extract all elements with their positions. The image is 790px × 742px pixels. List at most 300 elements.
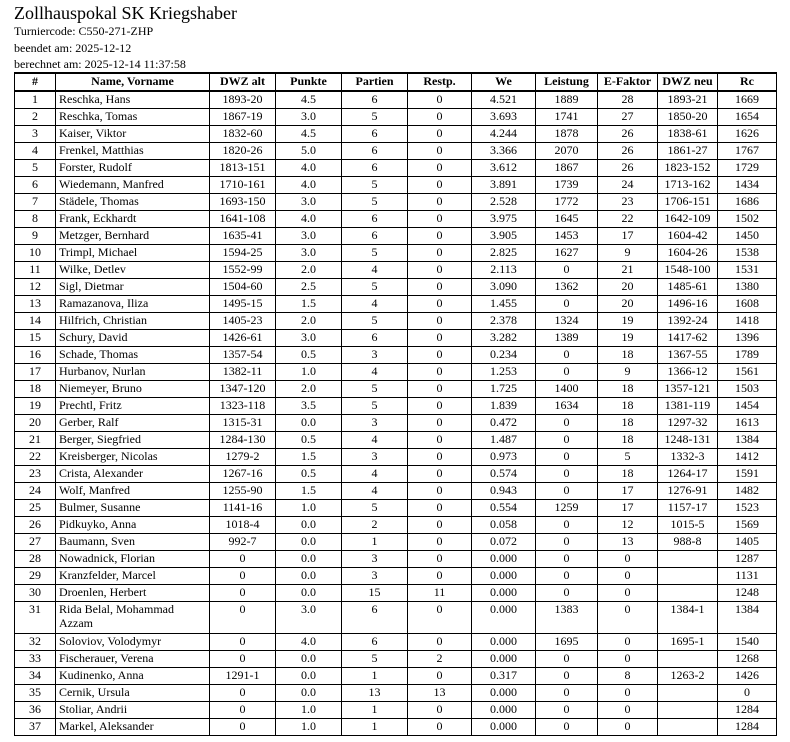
remaining-points-cell: 0 [408,517,472,534]
remaining-points-cell: 0 [408,126,472,143]
rank-cell: 35 [15,685,56,702]
we-cell: 3.366 [472,143,536,160]
page-title: Zollhauspokal SK Kriegshaber [14,3,237,23]
performance-cell: 1453 [536,228,598,245]
games-cell: 6 [342,330,408,347]
rank-cell: 26 [15,517,56,534]
remaining-points-cell: 0 [408,347,472,364]
dwz-old-cell: 1141-16 [210,500,276,517]
points-cell: 2.0 [276,313,342,330]
we-cell: 3.891 [472,177,536,194]
performance-cell: 0 [536,719,598,736]
points-cell: 4.0 [276,634,342,651]
rank-cell: 21 [15,432,56,449]
points-cell: 5.0 [276,143,342,160]
dwz-old-cell: 1357-54 [210,347,276,364]
name-cell: Hilfrich, Christian [56,313,210,330]
dwz-old-cell: 0 [210,551,276,568]
table-row [15,568,777,585]
performance-cell: 1889 [536,91,598,109]
remaining-points-cell: 0 [408,245,472,262]
rank-cell: 18 [15,381,56,398]
table-row [15,381,777,398]
rank-cell: 30 [15,585,56,602]
points-cell: 1.0 [276,719,342,736]
games-cell: 3 [342,568,408,585]
remaining-points-cell: 0 [408,109,472,126]
dwz-old-cell: 1594-25 [210,245,276,262]
table-row [15,177,777,194]
e-factor-cell: 5 [598,449,658,466]
table-row [15,719,777,736]
table-row [15,432,777,449]
games-cell: 6 [342,228,408,245]
dwz-old-cell: 1504-60 [210,279,276,296]
header-games: Partien [342,73,408,91]
table-row [15,109,777,126]
rank-cell: 17 [15,364,56,381]
name-cell: Gerber, Ralf [56,415,210,432]
games-cell: 5 [342,177,408,194]
games-cell: 1 [342,719,408,736]
rc-cell: 1669 [718,91,777,109]
name-cell: Frank, Eckhardt [56,211,210,228]
performance-cell: 1739 [536,177,598,194]
we-cell: 1.253 [472,364,536,381]
we-cell: 0.000 [472,702,536,719]
dwz-old-cell: 0 [210,568,276,585]
e-factor-cell: 18 [598,466,658,483]
performance-cell: 1695 [536,634,598,651]
rank-cell: 22 [15,449,56,466]
dwz-old-cell: 1893-20 [210,91,276,109]
dwz-old-cell: 1279-2 [210,449,276,466]
dwz-old-cell: 0 [210,602,276,634]
e-factor-cell: 21 [598,262,658,279]
points-cell: 4.5 [276,126,342,143]
games-cell: 6 [342,211,408,228]
dwz-new-cell: 1893-21 [658,91,718,109]
rank-cell: 33 [15,651,56,668]
points-cell: 4.0 [276,211,342,228]
dwz-new-cell: 1367-55 [658,347,718,364]
e-factor-cell: 27 [598,109,658,126]
dwz-old-cell: 1267-16 [210,466,276,483]
e-factor-cell: 24 [598,177,658,194]
e-factor-cell: 17 [598,228,658,245]
we-cell: 0.000 [472,585,536,602]
points-cell: 3.5 [276,398,342,415]
e-factor-cell: 0 [598,602,658,634]
remaining-points-cell: 0 [408,143,472,160]
dwz-new-cell [658,719,718,736]
name-cell: Rida Belal, Mohammad Azzam [56,602,210,634]
table-row [15,347,777,364]
rank-cell: 32 [15,634,56,651]
e-factor-cell: 18 [598,347,658,364]
table-row [15,279,777,296]
rc-cell: 1608 [718,296,777,313]
rc-cell: 1540 [718,634,777,651]
performance-cell: 1400 [536,381,598,398]
table-row [15,685,777,702]
performance-cell: 1362 [536,279,598,296]
remaining-points-cell: 0 [408,483,472,500]
games-cell: 6 [342,602,408,634]
table-row [15,330,777,347]
games-cell: 4 [342,466,408,483]
name-cell: Baumann, Sven [56,534,210,551]
dwz-old-cell: 1635-41 [210,228,276,245]
table-row [15,483,777,500]
table-row [15,602,777,634]
e-factor-cell: 0 [598,702,658,719]
points-cell: 0.5 [276,466,342,483]
dwz-old-cell: 1018-4 [210,517,276,534]
rank-cell: 10 [15,245,56,262]
remaining-points-cell: 0 [408,415,472,432]
games-cell: 5 [342,279,408,296]
we-cell: 2.113 [472,262,536,279]
e-factor-cell: 20 [598,296,658,313]
rank-cell: 12 [15,279,56,296]
performance-cell: 0 [536,483,598,500]
points-cell: 1.0 [276,500,342,517]
games-cell: 3 [342,347,408,364]
name-cell: Pidkuyko, Anna [56,517,210,534]
table-row [15,449,777,466]
rank-cell: 4 [15,143,56,160]
performance-cell: 1259 [536,500,598,517]
performance-cell: 1867 [536,160,598,177]
e-factor-cell: 26 [598,143,658,160]
remaining-points-cell: 0 [408,381,472,398]
dwz-new-cell: 1713-162 [658,177,718,194]
we-cell: 0.058 [472,517,536,534]
name-cell: Crista, Alexander [56,466,210,483]
rc-cell: 1654 [718,109,777,126]
points-cell: 0.0 [276,668,342,685]
games-cell: 5 [342,245,408,262]
e-factor-cell: 0 [598,685,658,702]
rank-cell: 15 [15,330,56,347]
rank-cell: 25 [15,500,56,517]
rc-cell: 1482 [718,483,777,500]
games-cell: 3 [342,415,408,432]
dwz-new-cell: 1861-27 [658,143,718,160]
games-cell: 4 [342,364,408,381]
table-row [15,534,777,551]
games-cell: 5 [342,651,408,668]
name-cell: Städele, Thomas [56,194,210,211]
remaining-points-cell: 0 [408,449,472,466]
dwz-old-cell: 0 [210,585,276,602]
e-factor-cell: 20 [598,279,658,296]
table-row [15,211,777,228]
remaining-points-cell: 2 [408,651,472,668]
points-cell: 0.0 [276,517,342,534]
dwz-new-cell: 1276-91 [658,483,718,500]
games-cell: 3 [342,551,408,568]
performance-cell: 0 [536,347,598,364]
e-factor-cell: 18 [598,432,658,449]
dwz-old-cell: 0 [210,651,276,668]
remaining-points-cell: 0 [408,500,472,517]
rank-cell: 36 [15,702,56,719]
games-cell: 5 [342,398,408,415]
name-cell: Soloviov, Volodymyr [56,634,210,651]
name-cell: Kaiser, Viktor [56,126,210,143]
name-cell: Wolf, Manfred [56,483,210,500]
points-cell: 0.0 [276,651,342,668]
e-factor-cell: 12 [598,517,658,534]
remaining-points-cell: 0 [408,398,472,415]
rc-cell: 1384 [718,432,777,449]
performance-cell: 1627 [536,245,598,262]
rank-cell: 2 [15,109,56,126]
performance-cell: 1383 [536,602,598,634]
calculated-date: berechnet am: 2025-12-14 11:37:58 [14,57,186,71]
performance-cell: 0 [536,668,598,685]
points-cell: 1.5 [276,449,342,466]
rc-cell: 1418 [718,313,777,330]
e-factor-cell: 13 [598,534,658,551]
e-factor-cell: 18 [598,381,658,398]
dwz-new-cell: 1604-42 [658,228,718,245]
name-cell: Reschka, Hans [56,91,210,109]
name-cell: Kranzfelder, Marcel [56,568,210,585]
e-factor-cell: 0 [598,568,658,585]
dwz-new-cell: 1706-151 [658,194,718,211]
dwz-new-cell: 1332-3 [658,449,718,466]
dwz-old-cell: 1284-130 [210,432,276,449]
remaining-points-cell: 0 [408,160,472,177]
we-cell: 0.943 [472,483,536,500]
performance-cell: 2070 [536,143,598,160]
remaining-points-cell: 0 [408,279,472,296]
points-cell: 0.0 [276,685,342,702]
dwz-old-cell: 1552-99 [210,262,276,279]
name-cell: Berger, Siegfried [56,432,210,449]
header-e-factor: E-Faktor [598,73,658,91]
dwz-old-cell: 1495-15 [210,296,276,313]
name-cell: Frenkel, Matthias [56,143,210,160]
e-factor-cell: 0 [598,585,658,602]
rank-cell: 13 [15,296,56,313]
performance-cell: 0 [536,432,598,449]
points-cell: 0.5 [276,432,342,449]
name-cell: Droenlen, Herbert [56,585,210,602]
we-cell: 0.554 [472,500,536,517]
table-row [15,651,777,668]
points-cell: 1.5 [276,483,342,500]
performance-cell: 0 [536,534,598,551]
rank-cell: 23 [15,466,56,483]
table-row [15,398,777,415]
e-factor-cell: 0 [598,719,658,736]
games-cell: 5 [342,109,408,126]
performance-cell: 1741 [536,109,598,126]
we-cell: 1.839 [472,398,536,415]
name-cell: Hurbanov, Nurlan [56,364,210,381]
we-cell: 0.000 [472,651,536,668]
games-cell: 2 [342,517,408,534]
name-cell: Stoliar, Andrii [56,702,210,719]
remaining-points-cell: 0 [408,551,472,568]
we-cell: 0.000 [472,602,536,634]
games-cell: 1 [342,668,408,685]
rc-cell: 1502 [718,211,777,228]
rank-cell: 31 [15,602,56,634]
e-factor-cell: 19 [598,330,658,347]
remaining-points-cell: 0 [408,466,472,483]
we-cell: 0.000 [472,551,536,568]
games-cell: 6 [342,634,408,651]
rank-cell: 27 [15,534,56,551]
dwz-new-cell: 1838-61 [658,126,718,143]
rc-cell: 1412 [718,449,777,466]
dwz-new-cell: 1485-61 [658,279,718,296]
remaining-points-cell: 0 [408,330,472,347]
remaining-points-cell: 0 [408,719,472,736]
e-factor-cell: 17 [598,500,658,517]
name-cell: Trimpl, Michael [56,245,210,262]
dwz-new-cell: 1823-152 [658,160,718,177]
rank-cell: 29 [15,568,56,585]
rank-cell: 14 [15,313,56,330]
table-row [15,262,777,279]
dwz-old-cell: 1693-150 [210,194,276,211]
dwz-new-cell: 1496-16 [658,296,718,313]
points-cell: 2.0 [276,381,342,398]
e-factor-cell: 9 [598,245,658,262]
header-we: We [472,73,536,91]
rc-cell: 1131 [718,568,777,585]
e-factor-cell: 0 [598,651,658,668]
dwz-new-cell [658,651,718,668]
name-cell: Metzger, Bernhard [56,228,210,245]
we-cell: 0.234 [472,347,536,364]
name-cell: Schade, Thomas [56,347,210,364]
remaining-points-cell: 0 [408,296,472,313]
rank-cell: 28 [15,551,56,568]
performance-cell: 0 [536,517,598,534]
remaining-points-cell: 0 [408,228,472,245]
points-cell: 4.0 [276,160,342,177]
performance-cell: 0 [536,466,598,483]
table-row [15,466,777,483]
we-cell: 0.000 [472,685,536,702]
games-cell: 6 [342,143,408,160]
table-row [15,517,777,534]
remaining-points-cell: 13 [408,685,472,702]
points-cell: 4.0 [276,177,342,194]
rc-cell: 1538 [718,245,777,262]
e-factor-cell: 23 [598,194,658,211]
e-factor-cell: 17 [598,483,658,500]
we-cell: 4.244 [472,126,536,143]
rank-cell: 19 [15,398,56,415]
dwz-old-cell: 1641-108 [210,211,276,228]
dwz-new-cell [658,702,718,719]
rank-cell: 5 [15,160,56,177]
we-cell: 1.725 [472,381,536,398]
table-row [15,634,777,651]
points-cell: 3.0 [276,228,342,245]
dwz-new-cell: 1264-17 [658,466,718,483]
points-cell: 0.0 [276,534,342,551]
performance-cell: 0 [536,262,598,279]
we-cell: 2.528 [472,194,536,211]
rc-cell: 1523 [718,500,777,517]
dwz-new-cell: 1297-32 [658,415,718,432]
results-body [15,91,777,736]
remaining-points-cell: 0 [408,668,472,685]
performance-cell: 1645 [536,211,598,228]
rank-cell: 20 [15,415,56,432]
name-cell: Schury, David [56,330,210,347]
rc-cell: 1789 [718,347,777,364]
name-cell: Fischerauer, Verena [56,651,210,668]
we-cell: 0.000 [472,568,536,585]
remaining-points-cell: 0 [408,313,472,330]
e-factor-cell: 0 [598,634,658,651]
points-cell: 3.0 [276,330,342,347]
remaining-points-cell: 0 [408,364,472,381]
dwz-new-cell: 1417-62 [658,330,718,347]
e-factor-cell: 26 [598,160,658,177]
we-cell: 0.574 [472,466,536,483]
dwz-new-cell: 1850-20 [658,109,718,126]
name-cell: Bulmer, Susanne [56,500,210,517]
name-cell: Niemeyer, Bruno [56,381,210,398]
dwz-new-cell: 1695-1 [658,634,718,651]
dwz-old-cell: 1813-151 [210,160,276,177]
points-cell: 2.5 [276,279,342,296]
rc-cell: 1248 [718,585,777,602]
we-cell: 3.905 [472,228,536,245]
rank-cell: 9 [15,228,56,245]
rc-cell: 1561 [718,364,777,381]
e-factor-cell: 9 [598,364,658,381]
points-cell: 3.0 [276,245,342,262]
dwz-old-cell: 1315-31 [210,415,276,432]
dwz-old-cell: 1710-161 [210,177,276,194]
remaining-points-cell: 0 [408,262,472,279]
performance-cell: 0 [536,449,598,466]
performance-cell: 0 [536,296,598,313]
we-cell: 0.317 [472,668,536,685]
rank-cell: 8 [15,211,56,228]
games-cell: 13 [342,685,408,702]
games-cell: 6 [342,91,408,109]
games-cell: 4 [342,483,408,500]
header-dwz-old: DWZ alt [210,73,276,91]
points-cell: 1.0 [276,364,342,381]
we-cell: 0.973 [472,449,536,466]
performance-cell: 0 [536,651,598,668]
points-cell: 0.0 [276,568,342,585]
e-factor-cell: 18 [598,415,658,432]
we-cell: 3.975 [472,211,536,228]
dwz-old-cell: 992-7 [210,534,276,551]
dwz-old-cell: 1832-60 [210,126,276,143]
points-cell: 2.0 [276,262,342,279]
rc-cell: 1426 [718,668,777,685]
rc-cell: 1569 [718,517,777,534]
rank-cell: 7 [15,194,56,211]
rc-cell: 1396 [718,330,777,347]
